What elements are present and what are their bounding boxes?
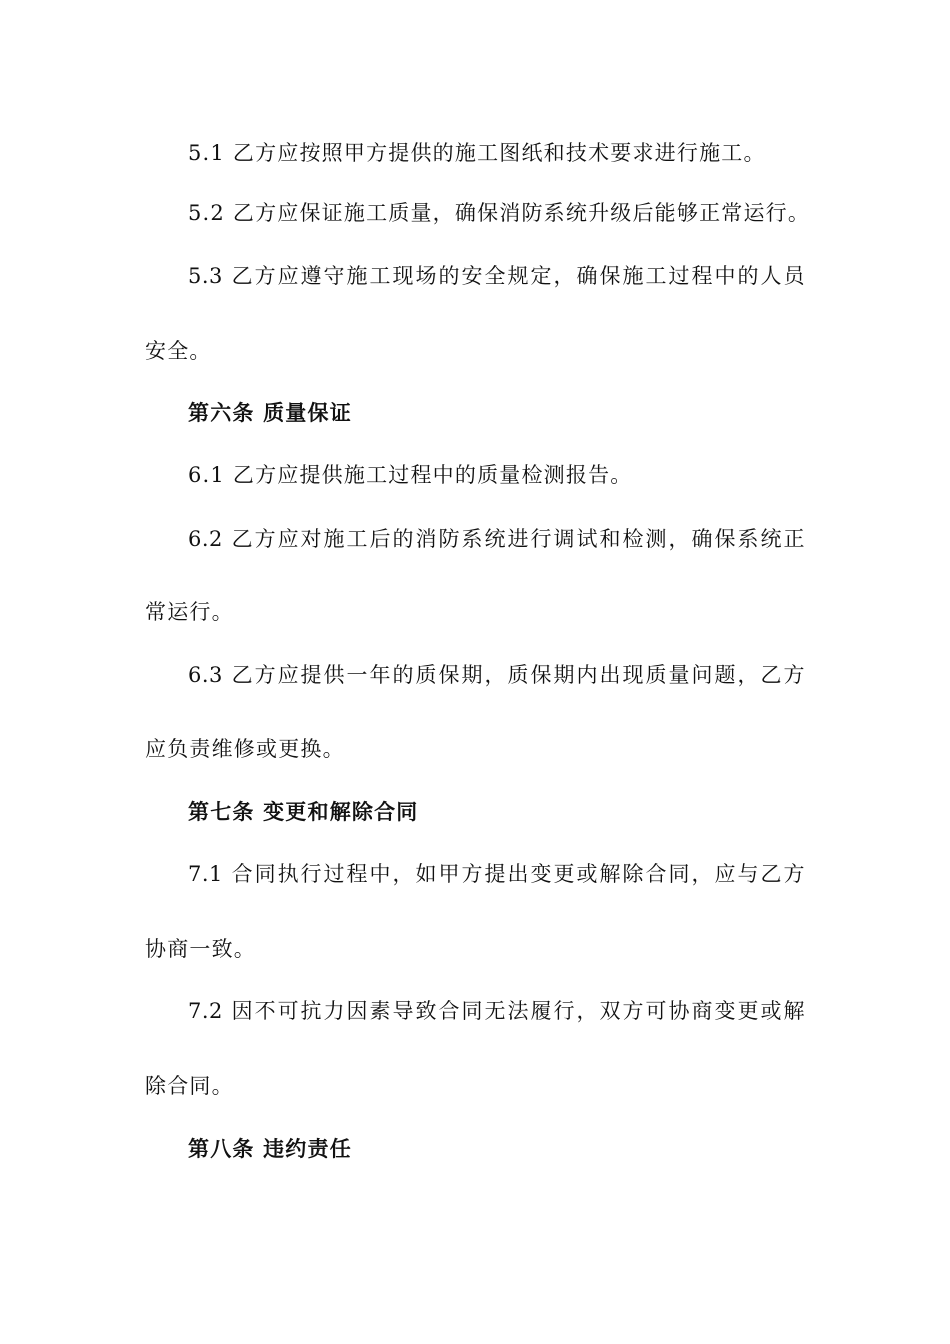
clause-7-1-line-1: 7.1 合同执行过程中，如甲方提出变更或解除合同，应与乙方: [188, 862, 805, 886]
clause-7-1-line-2: 协商一致。: [145, 937, 256, 961]
clause-6-3-line-1: 6.3 乙方应提供一年的质保期，质保期内出现质量问题，乙方: [188, 663, 805, 687]
clause-6-2-line-1: 6.2 乙方应对施工后的消防系统进行调试和检测，确保系统正: [188, 527, 805, 551]
clause-6-3-line-2: 应负责维修或更换。: [145, 737, 345, 761]
clause-6-2-line-2: 常运行。: [145, 600, 234, 624]
clause-6-1: 6.1 乙方应提供施工过程中的质量检测报告。: [188, 463, 633, 487]
article-6-heading: 第六条 质量保证: [188, 400, 352, 425]
clause-7-2-line-2: 除合同。: [145, 1074, 234, 1098]
article-8-heading: 第八条 违约责任: [188, 1136, 352, 1161]
clause-7-2-line-1: 7.2 因不可抗力因素导致合同无法履行，双方可协商变更或解: [188, 999, 805, 1023]
article-7-heading: 第七条 变更和解除合同: [188, 799, 419, 824]
clause-5-2: 5.2 乙方应保证施工质量，确保消防系统升级后能够正常运行。: [188, 201, 811, 225]
clause-5-3-line-1: 5.3 乙方应遵守施工现场的安全规定，确保施工过程中的人员: [188, 264, 805, 288]
clause-5-3-line-2: 安全。: [145, 339, 212, 363]
clause-5-1: 5.1 乙方应按照甲方提供的施工图纸和技术要求进行施工。: [188, 141, 766, 165]
